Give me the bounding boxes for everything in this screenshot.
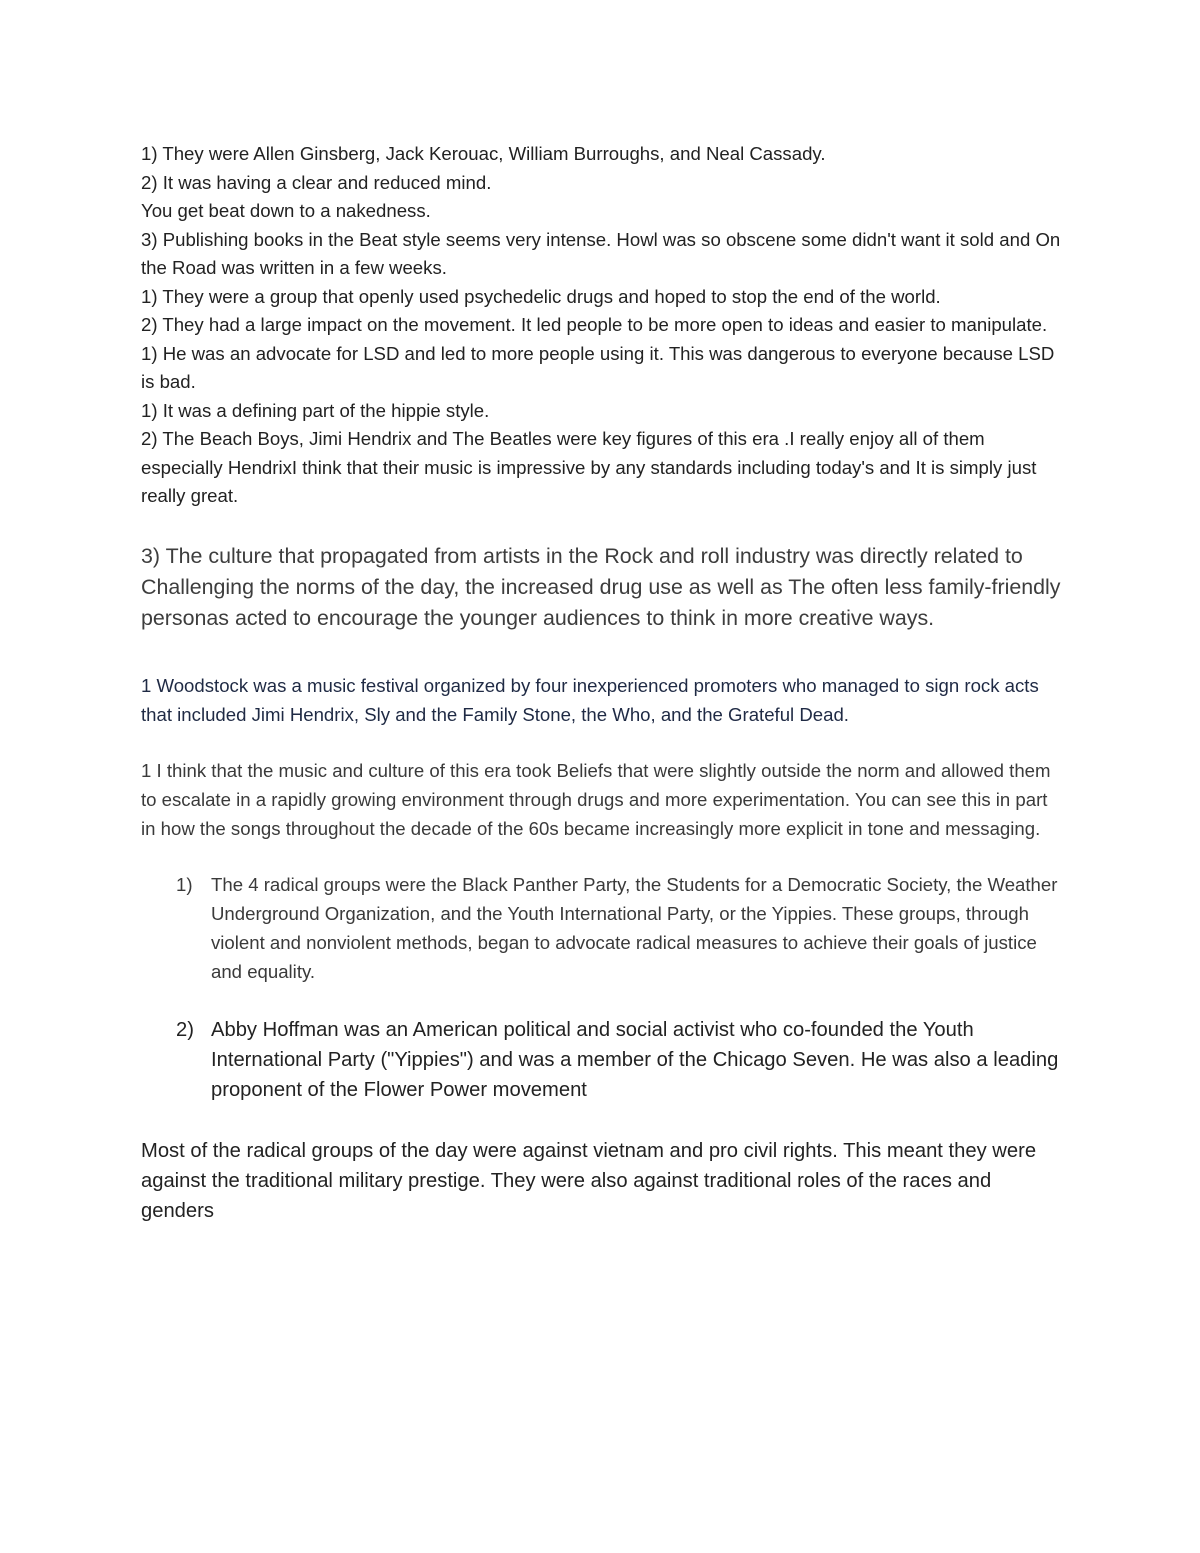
woodstock-paragraph: 1 Woodstock was a music festival organized by four inexperienced promoters who managed to sign rock acts that included Jimi Hendrix, Sly and the Family Stone, the Who, and the Grateful Dead. [141, 674, 1039, 725]
answer-paragraph: 3) Publishing books in the Beat style seems very intense. Howl was so obscene some didn't want it sold and On the Road was written in a few weeks. [141, 228, 1061, 278]
rock-culture-answer [141, 541, 1066, 634]
list-item-text: Abby Hoffman was an American political and social activist who co-founded the Youth International Party ("Yippies") and was a member of the Chicago Seven. He was also a leading proponent of the Flower Power movement [211, 1018, 1059, 1101]
music-culture-paragraph: 1 I think that the music and culture of this era took Beliefs that were slightly outside the norm and allowed them to escalate in a rapidly growing environment through drugs and more experimentation. You can see this in part in how the songs throughout the decade of the 60s became increasingly more explicit in tone and messaging. [141, 759, 1051, 839]
answer-paragraph: 2) The Beach Boys, Jimi Hendrix and The Beatles were key figures of this era .I really enjoy all of them especially HendrixI think that their music is impressive by any standards including today's and It is simply just really great. [141, 428, 1037, 506]
list-item [141, 1015, 1066, 1105]
radical-summary [141, 1136, 1066, 1226]
rock-culture-paragraph: 3) The culture that propagated from artists in the Rock and roll industry was directly related to Challenging the norms of the day, the increased drug use as well as The often less family-friendly personas acted to encourage the younger audiences to think in more creative ways. [141, 543, 1061, 630]
answer-paragraph: 2) They had a large impact on the movement. It led people to be more open to ideas and easier to manipulate. [141, 314, 1048, 335]
document-body [141, 140, 1066, 1226]
answer-paragraph: 1) It was a defining part of the hippie style. [141, 399, 490, 421]
list-item-text: The 4 radical groups were the Black Panther Party, the Students for a Democratic Society, the Weather Underground Organization, and the Youth International Party, or the Yippies. These groups, through violent and nonviolent methods, began to advocate radical measures to achieve their goals of justice and equality. [211, 873, 1058, 982]
woodstock-answer [141, 671, 1066, 729]
answer-paragraph: 1) They were Allen Ginsberg, Jack Kerouac, William Burroughs, and Neal Cassady. [141, 143, 826, 164]
radical-summary-paragraph: Most of the radical groups of the day were against vietnam and pro civil rights. This meant they were against the traditional military prestige. They were also against traditional roles of the races and genders [141, 1139, 1037, 1222]
radical-groups-list [141, 870, 1066, 1105]
answer-paragraph: 1) They were a group that openly used psychedelic drugs and hoped to stop the end of the world. [141, 285, 941, 307]
beat-generation-answers [141, 140, 1066, 511]
answer-paragraph: You get beat down to a nakedness. [141, 200, 431, 221]
list-item [141, 870, 1066, 986]
answer-paragraph: 2) It was having a clear and reduced mind. [141, 171, 492, 193]
list-number: 2) [176, 1018, 194, 1041]
music-culture-answer [141, 756, 1066, 843]
answer-paragraph: 1) He was an advocate for LSD and led to more people using it. This was dangerous to everyone because LSD is bad. [141, 342, 1055, 392]
list-number: 1) [176, 873, 193, 895]
